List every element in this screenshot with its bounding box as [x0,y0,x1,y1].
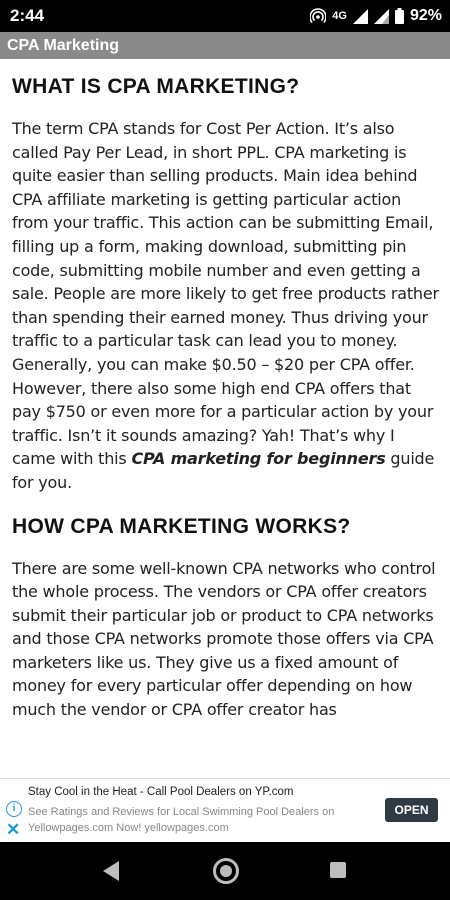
network-type: 4G [332,10,347,22]
article-paragraph-1 [12,117,439,495]
recent-apps-icon[interactable] [330,862,346,878]
paragraph-1-text-b: guide for you. [12,449,435,492]
paragraph-1-emphasis: CPA marketing for beginners [131,449,386,469]
wifi-signal-icon [374,9,389,24]
signal-icon [353,9,368,24]
section-heading-how: HOW CPA MARKETING WORKS? [12,514,351,538]
home-icon[interactable] [213,858,239,884]
ad-open-button[interactable]: OPEN [385,798,438,822]
back-icon[interactable] [103,861,119,881]
navigation-bar [0,842,450,900]
article-content[interactable] [0,59,450,778]
hotspot-icon [310,8,326,24]
ad-body[interactable]: See Ratings and Reviews for Local Swimming Pool Dealers on Yellowpages.com Now! yellowpages.com [28,806,335,834]
status-icons [310,7,442,25]
ad-banner[interactable] [0,778,450,842]
ad-title[interactable]: Stay Cool in the Heat - Call Pool Dealers on YP.com [28,786,294,798]
section-heading-what: WHAT IS CPA MARKETING? [12,75,300,98]
app-title: CPA Marketing [7,36,120,54]
battery-percent: 92% [409,7,442,24]
article-paragraph-2: There are some well-known CPA networks who control the whole process. The vendors or CPA offer creators submit their particular job or product to CPA networks and those CPA networks promote those offers via CPA marketers like us. They give us a fixed amount of money for every particular offer depending on how much the vendor or CPA offer creator has [12,558,436,720]
status-time: 2:44 [10,6,45,25]
battery-icon [395,8,404,24]
ad-close-icon[interactable]: ✕ [6,820,21,839]
paragraph-1-text-a: The term CPA stands for Cost Per Action. It’s also called Pay Per Lead, in short PPL. CPA marketing is quite easier than selling products. Main idea behind CPA affiliate marketing is getting particular action from your traffic. This action can be submitting Email, filling up a form, making download, submitting pin code, submitting mobile number and even getting a sale. People are more likely to get free products rather than spending their earned money. Thus driving your traffic to a particular task can lead you to money. Generally, you can make $0.50 – $20 per CPA offer. However, there also some high end CPA offers that pay $750 or even more for a particular action by your traffic. Isn’t it sounds amazing? Yah! That’s why I came with this [12,119,439,469]
ad-info-icon[interactable]: i [6,801,22,817]
status-bar [0,0,450,32]
app-bar [0,32,450,59]
